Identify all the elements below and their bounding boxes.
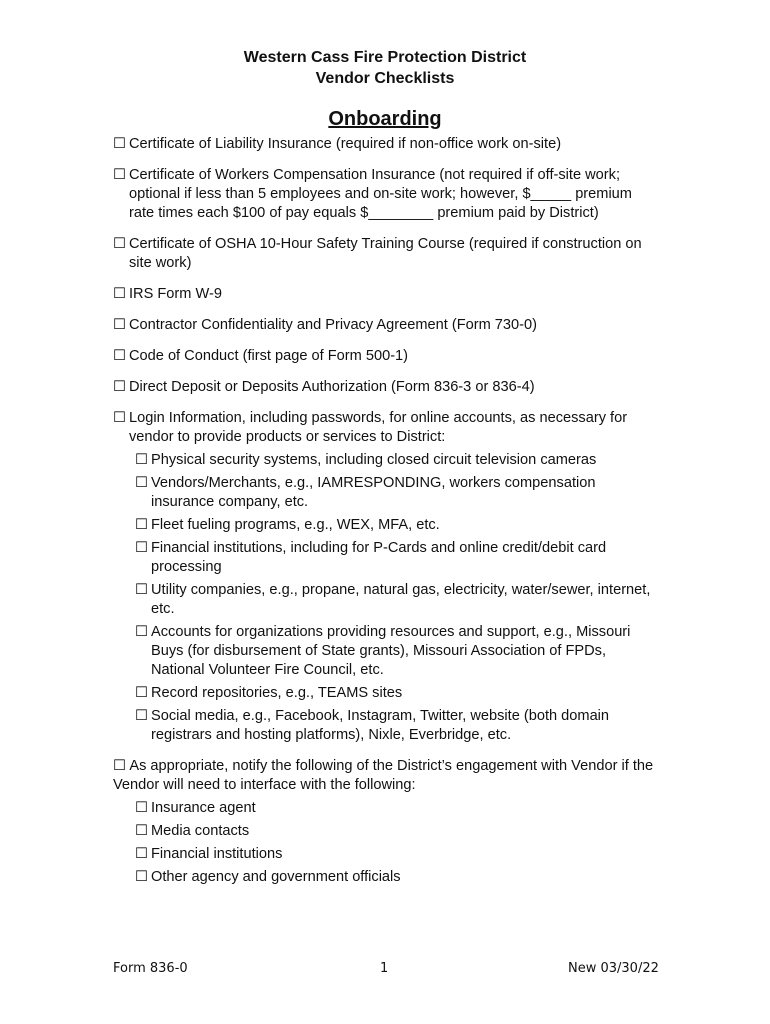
checklist-item-code-of-conduct [113,347,658,366]
checklist-item-liability-insurance [113,135,658,154]
sub-item-text: Fleet fueling programs, e.g., WEX, MFA, etc. [151,517,440,533]
sub-item-fleet-fueling [113,516,658,535]
checklist-item-text: Code of Conduct (first page of Form 500-1) [129,348,409,364]
checklist-item-w9 [113,285,658,304]
checkbox-icon[interactable]: ☐ [135,685,149,701]
checkbox-icon[interactable]: ☐ [135,517,149,533]
checklist-item-text: Direct Deposit or Deposits Authorization (Form 836-3 or 836-4) [129,379,535,395]
checklist-item-workers-comp [113,166,658,223]
checklist-item-osha [113,235,658,273]
sub-item-text: Accounts for organizations providing resources and support, e.g., Missouri Buys (for disbursement of State grants), Missouri Association of FPDs, National Volunteer Fire Council, etc. [151,624,631,678]
checkbox-icon[interactable]: ☐ [135,869,149,885]
sub-item-organization-accounts [113,623,658,680]
section-heading: Onboarding [328,108,442,130]
checkbox-icon[interactable]: ☐ [113,236,127,252]
footer-revision-date: New 03/30/22 [568,961,659,976]
checkbox-icon[interactable]: ☐ [113,317,127,333]
notify-sub-officials [113,868,658,887]
checkbox-icon[interactable]: ☐ [113,379,127,395]
checkbox-icon[interactable]: ☐ [135,475,149,491]
checklist-item-text: Contractor Confidentiality and Privacy Agreement (Form 730-0) [129,317,537,333]
checkbox-icon[interactable]: ☐ [113,410,127,426]
sub-item-social-media [113,707,658,745]
sub-item-financial-institutions [113,539,658,577]
sub-item-text: Vendors/Merchants, e.g., IAMRESPONDING, workers compensation insurance company, etc. [151,475,596,510]
notify-sub-text: Financial institutions [151,846,283,862]
sub-item-security-systems [113,451,658,470]
checkbox-icon[interactable]: ☐ [135,582,149,598]
notify-sub-text: Media contacts [151,823,250,839]
checkbox-icon[interactable]: ☐ [135,452,149,468]
document-title: Vendor Checklists [315,70,455,87]
checklist-item-text: IRS Form W-9 [129,286,222,302]
checklist-item-direct-deposit [113,378,658,397]
sub-item-text: Financial institutions, including for P-Cards and online credit/debit card processing [151,540,607,575]
notify-sub-insurance-agent [113,799,658,818]
checkbox-icon[interactable]: ☐ [135,540,149,556]
notify-sub-financial-institutions [113,845,658,864]
checkbox-icon[interactable]: ☐ [113,348,127,364]
checkbox-icon[interactable]: ☐ [135,823,149,839]
sub-item-text: Social media, e.g., Facebook, Instagram, Twitter, website (both domain registrars and hosting platforms), Nixle, Everbridge, etc. [151,708,610,743]
footer-page-number: 1 [380,961,389,976]
login-sublist [113,451,658,745]
sub-item-text: Utility companies, e.g., propane, natural gas, electricity, water/sewer, internet, etc. [151,582,651,617]
checklist-item-text: Certificate of Liability Insurance (required if non-office work on-site) [129,136,562,152]
checklist-item-text: Certificate of Workers Compensation Insurance (not required if off-site work; optional if less than 5 employees and on-site work; however, $_____ premium rate times each $100 of pay equals $________ premium paid by District) [129,167,632,221]
sub-item-text: Physical security systems, including closed circuit television cameras [151,452,597,468]
checkbox-icon[interactable]: ☐ [113,286,127,302]
notify-sub-media-contacts [113,822,658,841]
footer-form-number: Form 836-0 [113,961,188,976]
checklist-item-text: Certificate of OSHA 10-Hour Safety Training Course (required if construction on site work) [129,236,642,271]
sub-item-vendors-merchants [113,474,658,512]
checklist [113,135,658,887]
notify-item-text: As appropriate, notify the following of the District’s engagement with Vendor if the Vendor will need to interface with the following: [113,758,654,793]
notify-section [113,757,658,887]
checkbox-icon[interactable]: ☐ [135,846,149,862]
district-name: Western Cass Fire Protection District [243,49,527,66]
sub-item-record-repositories [113,684,658,703]
checklist-item-text: Login Information, including passwords, for online accounts, as necessary for vendor to provide products or services to District: [129,410,628,445]
checkbox-icon[interactable]: ☐ [113,136,127,152]
sub-item-text: Record repositories, e.g., TEAMS sites [151,685,403,701]
checkbox-icon[interactable]: ☐ [135,708,149,724]
checklist-item-login-information [113,409,658,745]
checkbox-icon[interactable]: ☐ [113,167,127,183]
checkbox-icon[interactable]: ☐ [135,624,149,640]
sub-item-utility-companies [113,581,658,619]
notify-sub-text: Other agency and government officials [151,869,401,885]
notify-item [113,757,658,795]
checkbox-icon[interactable]: ☐ [135,800,149,816]
checkbox-icon[interactable]: ☐ [113,758,127,774]
checklist-item-confidentiality [113,316,658,335]
notify-sub-text: Insurance agent [151,800,256,816]
